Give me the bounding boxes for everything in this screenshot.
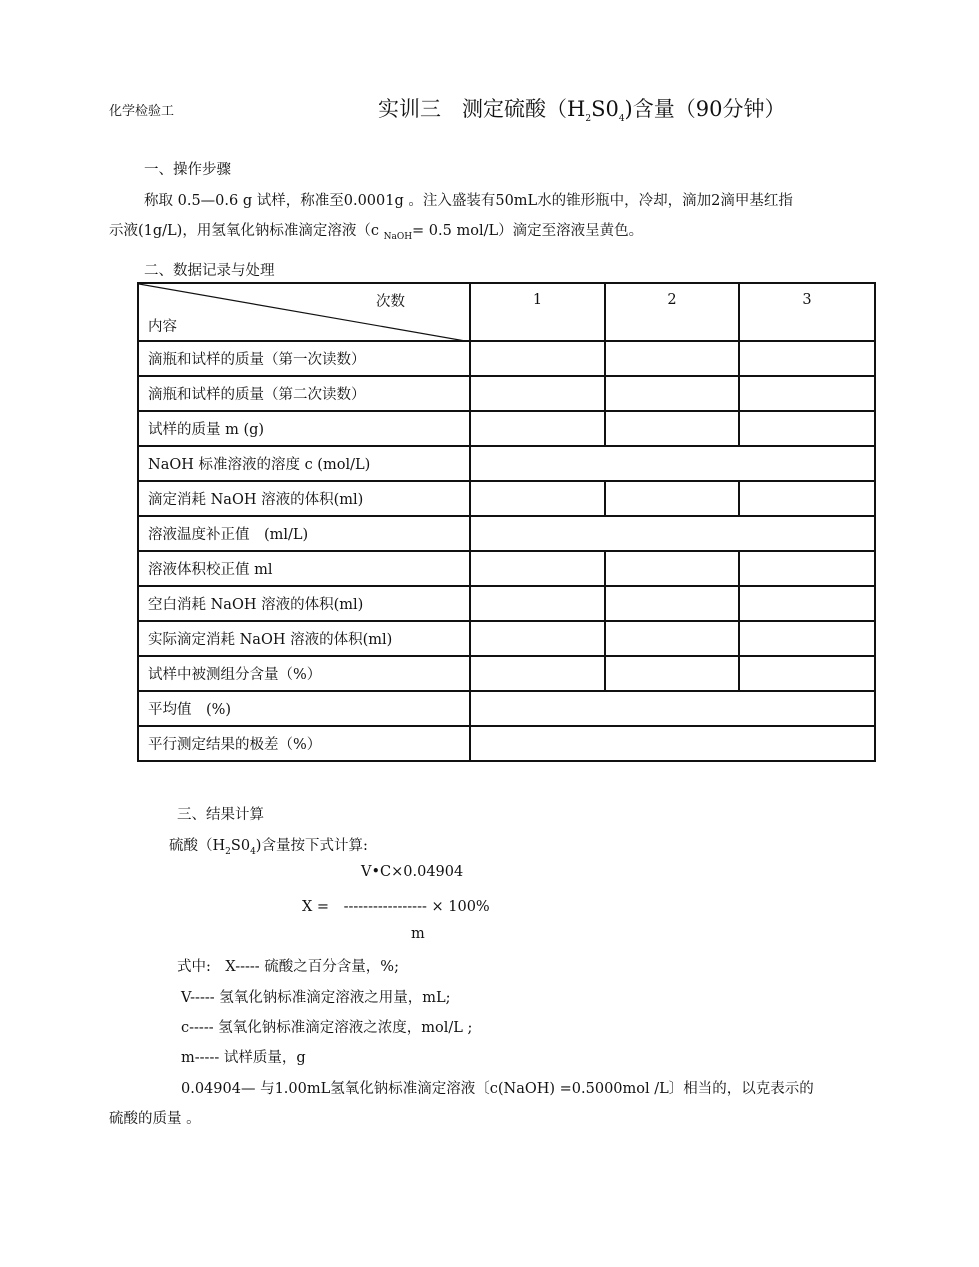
data-record-table [137,282,876,762]
value-cell-2[interactable] [605,376,739,411]
value-cell-1[interactable] [470,411,605,446]
section3-heading: 三、结果计算 [177,807,264,823]
value-cell-1[interactable] [470,376,605,411]
row-label: 滴定消耗 NaOH 溶液的体积(ml) [138,481,470,516]
legend-x: 式中: X----- 硫酸之百分含量，%; [177,959,399,975]
value-cell-2[interactable] [605,341,739,376]
merged-value-cell[interactable] [470,516,875,551]
value-cell-3[interactable] [739,376,875,411]
row-label: 实际滴定消耗 NaOH 溶液的体积(ml) [138,621,470,656]
table-row [138,726,875,761]
value-cell-2[interactable] [605,411,739,446]
value-cell-1[interactable] [470,586,605,621]
title-mid: S0 [591,97,619,121]
value-cell-3[interactable] [739,621,875,656]
value-cell-1[interactable] [470,656,605,691]
title-subscript-2: 4 [618,114,625,125]
legend-v: V----- 氢氧化钠标准滴定溶液之用量，mL; [181,990,451,1006]
formula-line: X = ----------------- × 100% [302,899,490,915]
procedure-line-1: 称取 0.5—0.6 g 试样，称准至0.0001g 。注入盛装有50mL水的锥形瓶中，冷却，滴加2滴甲基红指 [144,193,793,209]
value-cell-2[interactable] [605,586,739,621]
value-cell-3[interactable] [739,656,875,691]
table-row [138,516,875,551]
section1-heading: 一、操作步骤 [144,162,231,178]
page-title [378,93,785,124]
row-label: 平均值 (%) [138,691,470,726]
document-category: 化学检验工 [109,104,175,119]
diagonal-header-cell [138,283,470,341]
table-header-row [138,283,875,341]
table-row [138,551,875,586]
intro-subscript-1: 2 [225,846,231,857]
row-label: 溶液温度补正值 (ml/L) [138,516,470,551]
value-cell-1[interactable] [470,481,605,516]
column-header-1: 1 [470,283,605,341]
formula-numerator: V•C×0.04904 [361,864,464,880]
value-cell-3[interactable] [739,341,875,376]
table-row [138,656,875,691]
procedure-line-2-b: = 0.5 mol/L）滴定至溶液呈黄色。 [412,223,644,239]
row-label: 滴瓶和试样的质量（第二次读数） [138,376,470,411]
row-label: 试样中被测组分含量（%） [138,656,470,691]
table-row [138,376,875,411]
value-cell-2[interactable] [605,656,739,691]
corner-label-count: 次数 [376,294,405,310]
corner-label-content: 内容 [148,319,177,335]
title-prefix: 实训三 测定硫酸（H [378,97,586,121]
legend-c: c----- 氢氧化钠标准滴定溶液之浓度，mol/L ; [181,1020,473,1036]
value-cell-1[interactable] [470,341,605,376]
formula-intro-c: )含量按下式计算: [255,838,368,854]
row-label: 试样的质量 m (g) [138,411,470,446]
table-row [138,446,875,481]
row-label: NaOH 标准溶液的溶度 c (mol/L) [138,446,470,481]
value-cell-1[interactable] [470,621,605,656]
formula-intro [169,834,368,857]
formula-denominator: m [411,926,425,942]
formula-intro-b: S0 [230,838,251,854]
value-cell-1[interactable] [470,551,605,586]
constant-note-line-2: 硫酸的质量 。 [109,1111,201,1127]
row-label: 平行测定结果的极差（%） [138,726,470,761]
constant-note-line-1: 0.04904— 与1.00mL氢氧化钠标准滴定溶液〔c(NaOH) =0.5000mol /L〕相当的，以克表示的 [181,1081,814,1097]
table-row [138,411,875,446]
value-cell-3[interactable] [739,586,875,621]
title-suffix: )含量（90分钟） [624,97,786,121]
diagonal-line [139,284,471,342]
table-row [138,621,875,656]
row-label: 溶液体积校正值 ml [138,551,470,586]
value-cell-3[interactable] [739,411,875,446]
section2-heading: 二、数据记录与处理 [144,263,275,279]
column-header-2: 2 [605,283,739,341]
value-cell-3[interactable] [739,481,875,516]
table-row [138,481,875,516]
row-label: 空白消耗 NaOH 溶液的体积(ml) [138,586,470,621]
procedure-line-2 [109,219,643,242]
intro-subscript-2: 4 [250,846,256,857]
table-row [138,586,875,621]
value-cell-3[interactable] [739,551,875,586]
merged-value-cell[interactable] [470,446,875,481]
naoh-subscript: NaOH [383,231,413,242]
title-subscript-1: 2 [585,114,592,125]
value-cell-2[interactable] [605,551,739,586]
table-row [138,341,875,376]
formula-intro-a: 硫酸（H [169,838,226,854]
row-label: 滴瓶和试样的质量（第一次读数） [138,341,470,376]
table-row [138,691,875,726]
procedure-line-2-a: 示液(1g/L)，用氢氧化钠标准滴定溶液（c [109,223,384,239]
column-header-3: 3 [739,283,875,341]
merged-value-cell[interactable] [470,691,875,726]
legend-m: m----- 试样质量，g [181,1050,306,1066]
merged-value-cell[interactable] [470,726,875,761]
value-cell-2[interactable] [605,621,739,656]
value-cell-2[interactable] [605,481,739,516]
